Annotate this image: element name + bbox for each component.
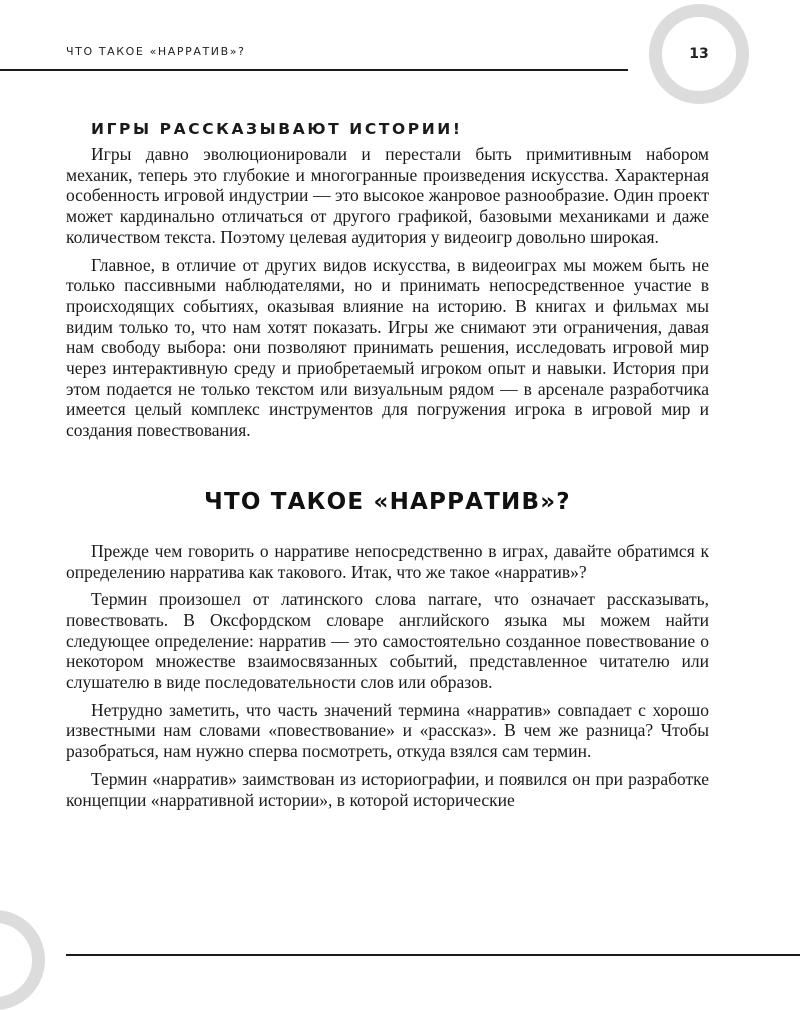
- paragraph: Прежде чем говорить о нарративе непосредственно в играх, давайте обратимся к определению нарратива как такового. Итак, что же такое «нарратив»?: [66, 540, 709, 582]
- section-subheading: ИГРЫ РАССКАЗЫВАЮТ ИСТОРИИ!: [91, 120, 463, 138]
- footer-rule: [66, 954, 800, 956]
- ring-decoration: [0, 910, 45, 1010]
- paragraph: Главное, в отличие от других видов искусства, в видеоиграх мы можем быть не только пассивными наблюдателями, но и принимать непосредственное участие в происходящих событиях, оказывая влияние на историю. В книгах и фильмах мы видим только то, что нам хотят показать. Игры же снимают эти ограничения, давая нам свободу выбора: они позволяют принимать решения, исследовать игровой мир через интерактивную среду и приобретаемый игроком опыт и навыки. История при этом подается не только текстом или визуальным рядом — в арсенале разработчика имеется целый комплекс инструментов для погружения игрока в игровой мир и создания повествования.: [66, 254, 709, 441]
- paragraph: Нетрудно заметить, что часть значений термина «нарратив» совпадает с хорошо известными нам словами «повествование» и «рассказ». В чем же разница? Чтобы разобраться, нам нужно сперва посмотреть, откуда взялся сам термин.: [66, 699, 709, 762]
- section-title: ЧТО ТАКОЕ «НАРРАТИВ»?: [204, 488, 571, 515]
- paragraph: Термин «нарратив» заимствован из историографии, и появился он при разработке концепции «нарративной истории», в которой исторические: [66, 768, 709, 810]
- page-number: 13: [689, 46, 709, 62]
- paragraph: Игры давно эволюционировали и перестали быть примитивным набором механик, теперь это глубокие и многогранные произведения искусства. Характерная особенность игровой индустрии — это высокое жанровое разнообразие. Один проект может кардинально отличаться от другого графикой, базовыми механиками и даже количеством текста. Поэтому целевая аудитория у видеоигр довольно широкая.: [66, 144, 709, 247]
- paragraph: Термин произошел от латинского слова narrare, что означает рассказывать, повествовать. В Оксфордском словаре английского языка мы можем найти следующее определение: нарратив — это самостоятельно созданное повествование о некотором множестве взаимосвязанных событий, представленное читателю или слушателю в виде последовательности слов или образов.: [66, 589, 709, 693]
- page-content: [66, 120, 709, 817]
- header-rule: [0, 69, 628, 71]
- running-title: ЧТО ТАКОЕ «НАРРАТИВ»?: [66, 45, 246, 58]
